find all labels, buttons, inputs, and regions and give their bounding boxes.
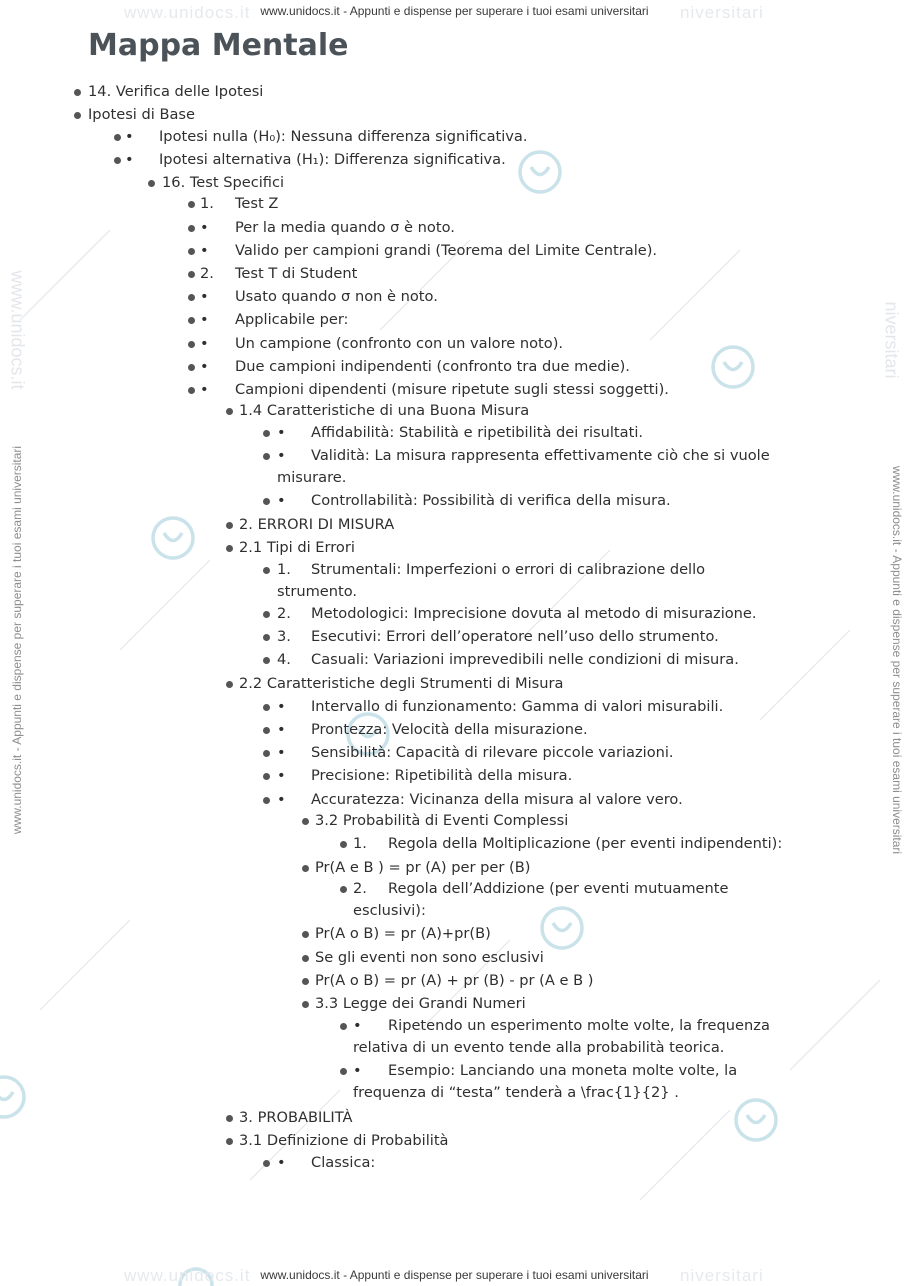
list-bullet-dot [114, 134, 121, 141]
list-item-text: Ipotesi alternativa (H₁): Differenza significativa. [159, 151, 506, 168]
list-item [353, 833, 782, 855]
list-item-marker: • [277, 744, 286, 761]
list-bullet-dot [263, 797, 270, 804]
list-item [277, 1152, 375, 1174]
list-item-marker: • [277, 767, 286, 784]
list-item-text: 14. Verifica delle Ipotesi [88, 83, 264, 100]
list-item-marker: 1. [353, 835, 367, 852]
list-item-marker: • [277, 1154, 286, 1171]
watermark-top: www.unidocs.it - Appunti e dispense per superare i tuoi esami universitari [260, 4, 649, 18]
list-bullet-dot [263, 704, 270, 711]
list-item [315, 810, 568, 832]
list-item-marker: 2. [353, 880, 367, 897]
list-item [277, 422, 643, 444]
list-item-text: Usato quando σ non è noto. [235, 288, 438, 305]
list-item-text: Ripetendo un esperimento molte volte, la frequenza relativa di un evento tende alla probabilità teorica. [353, 1017, 770, 1056]
list-item [162, 172, 284, 194]
list-item-text: 3.2 Probabilità di Eventi Complessi [315, 812, 569, 829]
list-item [125, 126, 528, 148]
list-item [200, 240, 657, 262]
list-item [277, 765, 572, 787]
list-bullet-dot [263, 567, 270, 574]
list-item-text: Un campione (confronto con un valore noto). [235, 335, 564, 352]
list-item [88, 104, 195, 126]
list-item-text: Accuratezza: Vicinanza della misura al valore vero. [311, 791, 683, 808]
list-item-text: Regola della Moltiplicazione (per eventi indipendenti): [388, 835, 783, 852]
list-bullet-dot [188, 271, 195, 278]
list-item-marker: 4. [277, 651, 291, 668]
list-item-text: Validità: La misura rappresenta effettivamente ciò che si vuole misurare. [277, 447, 770, 486]
list-item [200, 356, 630, 378]
list-item [277, 626, 719, 648]
list-item-marker: • [200, 311, 209, 328]
list-item [353, 1060, 798, 1104]
list-item-text: Ipotesi di Base [88, 106, 195, 123]
list-item-text: Pr(A e B ) = pr (A) per per (B) [315, 859, 531, 876]
list-item [315, 857, 530, 879]
list-item-marker: 1. [277, 561, 291, 578]
list-item [315, 970, 593, 992]
list-item-marker: • [277, 492, 286, 509]
list-item-text: 16. Test Specifici [162, 174, 285, 191]
list-bullet-dot [263, 750, 270, 757]
watermark-ghost-right-bottom: niversitari [680, 1266, 764, 1285]
list-bullet-dot [226, 681, 233, 688]
list-item-marker: • [200, 381, 209, 398]
list-bullet-dot [263, 773, 270, 780]
list-item-text: Campioni dipendenti (misure ripetute sugli stessi soggetti). [235, 381, 669, 398]
list-item-text: Pr(A o B) = pr (A) + pr (B) - pr (A e B ) [315, 972, 594, 989]
list-item-marker: • [200, 288, 209, 305]
list-item-text: 2.2 Caratteristiche degli Strumenti di Misura [239, 675, 564, 692]
list-item-marker: 1. [200, 195, 214, 212]
list-item-text: Se gli eventi non sono esclusivi [315, 949, 544, 966]
list-item [200, 286, 438, 308]
list-item-text: 3.1 Definizione di Probabilità [239, 1132, 449, 1149]
list-item [315, 947, 544, 969]
list-item-text: Esecutivi: Errori dell’operatore nell’uso dello strumento. [311, 628, 719, 645]
list-bullet-dot [340, 886, 347, 893]
list-item [239, 673, 563, 695]
list-bullet-dot [188, 248, 195, 255]
list-item-text: 3.3 Legge dei Grandi Numeri [315, 995, 526, 1012]
list-item-marker: • [353, 1017, 362, 1034]
list-item-text: Valido per campioni grandi (Teorema del Limite Centrale). [235, 242, 658, 259]
list-item-text: Casuali: Variazioni imprevedibili nelle condizioni di misura. [311, 651, 739, 668]
watermark-ghost-left-bottom: www.unidocs.it [124, 1266, 251, 1285]
list-item-text: Pr(A o B) = pr (A)+pr(B) [315, 925, 491, 942]
list-item [125, 149, 506, 171]
list-bullet-dot [188, 317, 195, 324]
list-item [277, 719, 588, 741]
list-bullet-dot [188, 387, 195, 394]
list-item-marker: • [125, 128, 134, 145]
list-bullet-dot [302, 978, 309, 985]
list-item-text: Controllabilità: Possibilità di verifica della misura. [311, 492, 671, 509]
list-bullet-dot [263, 453, 270, 460]
list-item-marker: • [353, 1062, 362, 1079]
list-item-text: Ipotesi nulla (H₀): Nessuna differenza significativa. [159, 128, 528, 145]
list-item [239, 514, 394, 536]
list-item-text: Test T di Student [235, 265, 358, 282]
watermark-right-side-ghost: niversitari [881, 301, 902, 379]
list-item [277, 445, 795, 489]
list-bullet-dot [226, 545, 233, 552]
list-bullet-dot [263, 727, 270, 734]
list-bullet-dot [226, 408, 233, 415]
list-item [315, 923, 491, 945]
list-bullet-dot [263, 1160, 270, 1167]
list-bullet-dot [340, 841, 347, 848]
list-item [200, 217, 455, 239]
list-item [88, 81, 263, 103]
list-item [239, 1130, 448, 1152]
list-item-text: Strumentali: Imperfezioni o errori di calibrazione dello strumento. [277, 561, 706, 600]
list-bullet-dot [263, 430, 270, 437]
watermark-left-side-ghost: www.unidocs.it [7, 270, 28, 390]
list-item-text: Intervallo di funzionamento: Gamma di valori misurabili. [311, 698, 724, 715]
list-item-text: 2.1 Tipi di Errori [239, 539, 355, 556]
list-item [200, 193, 278, 215]
list-bullet-dot [340, 1023, 347, 1030]
list-bullet-dot [263, 634, 270, 641]
watermark-left-side: www.unidocs.it - Appunti e dispense per superare i tuoi esami universitari [10, 445, 24, 835]
list-bullet-dot [302, 818, 309, 825]
list-item-marker: • [277, 698, 286, 715]
list-item [277, 649, 739, 671]
watermark-right-side: www.unidocs.it - Appunti e dispense per superare i tuoi esami universitari [890, 465, 904, 855]
list-item-marker: • [277, 721, 286, 738]
list-item [277, 559, 737, 603]
list-item [277, 696, 723, 718]
list-bullet-dot [148, 180, 155, 187]
list-item-marker: • [200, 242, 209, 259]
list-bullet-dot [263, 657, 270, 664]
list-bullet-dot [263, 611, 270, 618]
list-item-marker: • [200, 358, 209, 375]
list-item [277, 742, 674, 764]
list-item-marker: • [200, 219, 209, 236]
list-item-marker: 2. [277, 605, 291, 622]
list-item-text: 3. PROBABILITÀ [239, 1109, 353, 1126]
list-item-text: Precisione: Ripetibilità della misura. [311, 767, 573, 784]
list-item [277, 490, 671, 512]
watermark-bottom: www.unidocs.it - Appunti e dispense per superare i tuoi esami universitari [260, 1268, 649, 1282]
list-item-text: Classica: [311, 1154, 376, 1171]
list-item [239, 400, 529, 422]
list-item-marker: • [125, 151, 134, 168]
list-item [353, 1015, 798, 1059]
list-item [239, 1107, 353, 1129]
list-bullet-dot [188, 364, 195, 371]
list-item-text: Due campioni indipendenti (confronto tra due medie). [235, 358, 630, 375]
list-item-text: Prontezza: Velocità della misurazione. [311, 721, 588, 738]
list-bullet-dot [263, 498, 270, 505]
list-bullet-dot [302, 955, 309, 962]
list-item [200, 333, 563, 355]
list-item-text: Regola dell’Addizione (per eventi mutuamente esclusivi): [353, 880, 729, 919]
list-bullet-dot [188, 341, 195, 348]
list-bullet-dot [188, 225, 195, 232]
list-bullet-dot [188, 201, 195, 208]
list-item-text: Per la media quando σ è noto. [235, 219, 455, 236]
list-bullet-dot [74, 89, 81, 96]
list-bullet-dot [302, 865, 309, 872]
list-item-text: 2. ERRORI DI MISURA [239, 516, 395, 533]
list-item [277, 789, 683, 811]
list-bullet-dot [226, 1115, 233, 1122]
list-item-marker: • [277, 447, 286, 464]
list-item-text: Applicabile per: [235, 311, 349, 328]
list-item-marker: • [277, 791, 286, 808]
list-bullet-dot [302, 1001, 309, 1008]
list-item [239, 537, 355, 559]
watermark-ghost-left: www.unidocs.it [124, 3, 251, 22]
list-item [277, 603, 757, 625]
list-item-marker: 3. [277, 628, 291, 645]
list-bullet-dot [188, 294, 195, 301]
list-item [200, 263, 357, 285]
list-item-text: Metodologici: Imprecisione dovuta al metodo di misurazione. [311, 605, 757, 622]
list-item-marker: 2. [200, 265, 214, 282]
list-bullet-dot [302, 931, 309, 938]
page-title: Mappa Mentale [88, 28, 349, 63]
watermark-ghost-right: niversitari [680, 3, 764, 22]
list-item [315, 993, 526, 1015]
list-item-marker: • [277, 424, 286, 441]
list-item-text: Sensibilità: Capacità di rilevare piccole variazioni. [311, 744, 674, 761]
list-item-text: Affidabilità: Stabilità e ripetibilità dei risultati. [311, 424, 644, 441]
list-item-marker: • [200, 335, 209, 352]
list-bullet-dot [340, 1068, 347, 1075]
list-bullet-dot [226, 1138, 233, 1145]
list-item-text: 1.4 Caratteristiche di una Buona Misura [239, 402, 530, 419]
list-bullet-dot [114, 157, 121, 164]
list-item [353, 878, 773, 922]
list-bullet-dot [74, 112, 81, 119]
list-item-text: Esempio: Lanciando una moneta molte volte, la frequenza di “testa” tenderà a \frac{1}{2} . [353, 1062, 738, 1101]
list-bullet-dot [226, 522, 233, 529]
list-item [200, 309, 348, 331]
list-item [200, 379, 669, 401]
list-item-text: Test Z [235, 195, 279, 212]
